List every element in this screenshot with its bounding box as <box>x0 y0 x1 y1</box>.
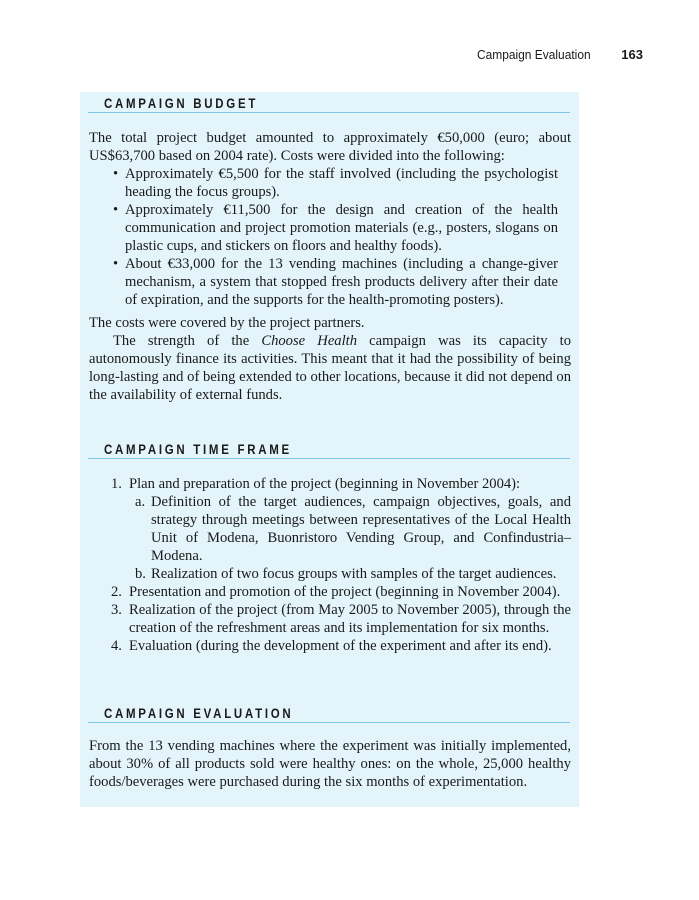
evaluation-text: From the 13 vending machines where the experiment was initially implemented, about 30% of all products sold were healthy ones: on the whole, 25,000 healthy foods/beverages were purchased during the six months of experimentation. <box>89 738 571 790</box>
sub-list-item <box>135 565 571 583</box>
budget-list <box>89 165 571 309</box>
timeframe-heading <box>88 438 570 459</box>
list-item: • Approximately €5,500 for the staff involved (including the psychologist heading the focus groups). <box>125 165 558 201</box>
list-text: Realization of two focus groups with samples of the target audiences. <box>151 566 557 582</box>
list-marker: b. <box>135 566 146 582</box>
chapter-title: Campaign Evaluation <box>476 47 591 62</box>
sub-list-item <box>135 493 571 565</box>
timeframe-list <box>89 475 571 655</box>
text: The strength of the <box>113 333 262 349</box>
budget-intro: The total project budget amounted to approximately €50,000 (euro; about US$63,700 based on 2004 rate). Costs were divided into the following: <box>89 130 571 164</box>
list-marker: a. <box>135 494 146 510</box>
budget-heading <box>88 92 570 113</box>
evaluation-section <box>89 737 571 791</box>
list-text: Plan and preparation of the project (beginning in November 2004): <box>129 476 521 492</box>
list-text: Realization of the project (from May 2005 to November 2005), through the creation of the refreshment areas and its implementation for six months. <box>129 602 571 636</box>
list-item: • Approximately €11,500 for the design and creation of the health communication and project promotion materials (e.g., posters, slogans on plastic cups, and stickers on floors and healthy foods). <box>125 201 558 255</box>
list-item: • About €33,000 for the 13 vending machines (including a change-giver mechanism, a system that stopped fresh products delivery after their date of expiration, and the supports for the health-promoting posters). <box>125 255 558 309</box>
list-text: Evaluation (during the development of the experiment and after its end). <box>129 638 552 654</box>
list-item <box>111 475 571 583</box>
timeframe-heading-text: CAMPAIGN TIME FRAME <box>104 442 292 457</box>
list-marker: 4. <box>111 638 122 654</box>
timeframe-section <box>89 475 571 655</box>
running-header <box>0 47 643 62</box>
list-item <box>111 583 571 601</box>
budget-covered: The costs were covered by the project partners. <box>89 315 365 331</box>
list-marker: 2. <box>111 584 122 600</box>
list-text: Definition of the target audiences, campaign objectives, goals, and strategy through meetings between representatives of the Local Health Unit of Modena, Buonristoro Vending Group, and Confindustria–Modena. <box>151 494 571 564</box>
list-marker: 3. <box>111 602 122 618</box>
text: campaign was its capacity to autonomously finance its activities. This meant that it had the possibility of being long-lasting and of being extended to other locations, because it did not depend on the availability of external funds. <box>89 333 571 403</box>
list-item <box>111 637 571 655</box>
evaluation-heading <box>88 702 570 723</box>
budget-strength <box>89 332 571 404</box>
campaign-name: Choose Health <box>261 333 358 349</box>
evaluation-heading-text: CAMPAIGN EVALUATION <box>104 706 294 721</box>
list-item <box>111 601 571 637</box>
page-number: 163 <box>621 47 643 62</box>
list-text: Presentation and promotion of the project (beginning in November 2004). <box>129 584 561 600</box>
list-marker: 1. <box>111 476 122 492</box>
budget-section <box>89 129 571 404</box>
budget-heading-text: CAMPAIGN BUDGET <box>104 96 259 111</box>
sidebar-box <box>80 92 579 807</box>
